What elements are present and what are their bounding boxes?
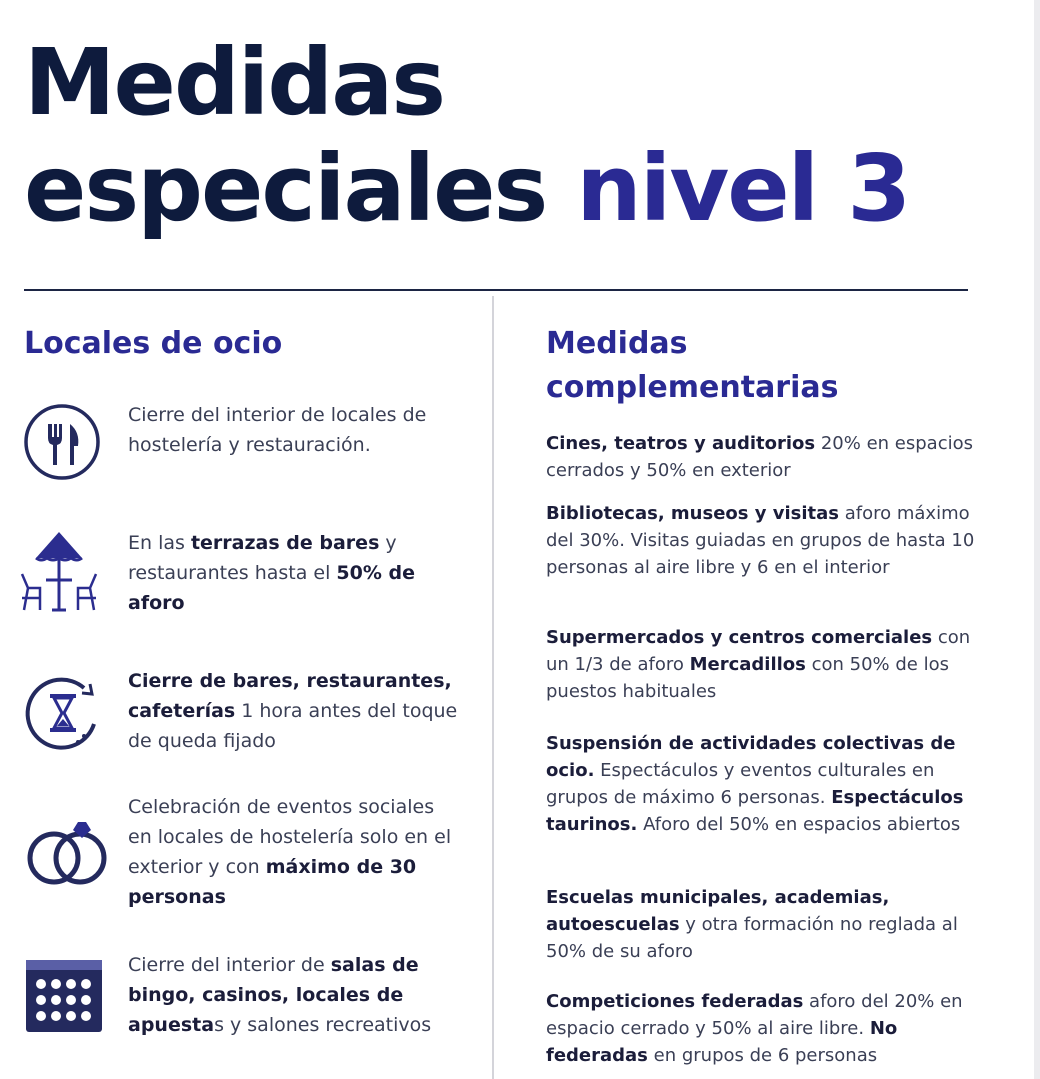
list-item: Bibliotecas, museos y visitas aforo máximo del 30%. Visitas guiadas en grupos de hasta 10 personas al aire libre y 6 en el interior xyxy=(546,503,975,578)
list-item: Suspensión de actividades colectivas de ocio. Espectáculos y eventos culturales en grupos de máximo 6 personas. Espectáculos taurinos. Aforo del 50% en espacios abiertos xyxy=(546,733,964,835)
section-heading-medidas-complementarias: Medidas complementarias xyxy=(546,326,839,405)
item-text: Cierre del interior de locales de hostelería y restauración. xyxy=(128,404,427,456)
list-item: Competiciones federadas aforo del 20% en espacio cerrado y 50% al aire libre. No federadas en grupos de 6 personas xyxy=(546,991,963,1066)
column-divider xyxy=(492,296,494,1079)
right-column xyxy=(546,322,986,1066)
left-column xyxy=(24,322,464,1036)
item-text: En las terrazas de bares y restaurantes hasta el 50% de aforo xyxy=(128,532,416,614)
wedding-rings-icon xyxy=(24,810,114,890)
hourglass-clock-icon xyxy=(24,672,104,752)
list-item: Escuelas municipales, academias, autoescuelas y otra formación no reglada al 50% de su aforo xyxy=(546,887,958,962)
list-item: Cines, teatros y auditorios 20% en espacios cerrados y 50% en exterior xyxy=(546,433,973,481)
bingo-card-icon xyxy=(24,954,104,1034)
cutlery-icon xyxy=(24,400,104,480)
section-heading-locales-de-ocio: Locales de ocio xyxy=(24,326,283,361)
list-item: Supermercados y centros comerciales con un 1/3 de aforo Mercadillos con 50% de los puestos habituales xyxy=(546,627,971,702)
item-text: Cierre de bares, restaurantes, cafeterías 1 hora antes del toque de queda fijado xyxy=(128,670,458,752)
title-divider xyxy=(24,289,968,291)
terrace-umbrella-icon xyxy=(16,528,102,614)
page-title xyxy=(24,30,1014,242)
title-line-2: especiales xyxy=(24,135,577,242)
item-text: Celebración de eventos sociales en locales de hostelería solo en el exterior y con máximo de 30 personas xyxy=(128,796,452,908)
item-text: Cierre del interior de salas de bingo, casinos, locales de apuestas y salones recreativos xyxy=(128,954,432,1036)
title-accent: nivel 3 xyxy=(576,135,910,242)
title-line-1: Medidas xyxy=(24,29,445,136)
page-edge xyxy=(1034,0,1040,1079)
